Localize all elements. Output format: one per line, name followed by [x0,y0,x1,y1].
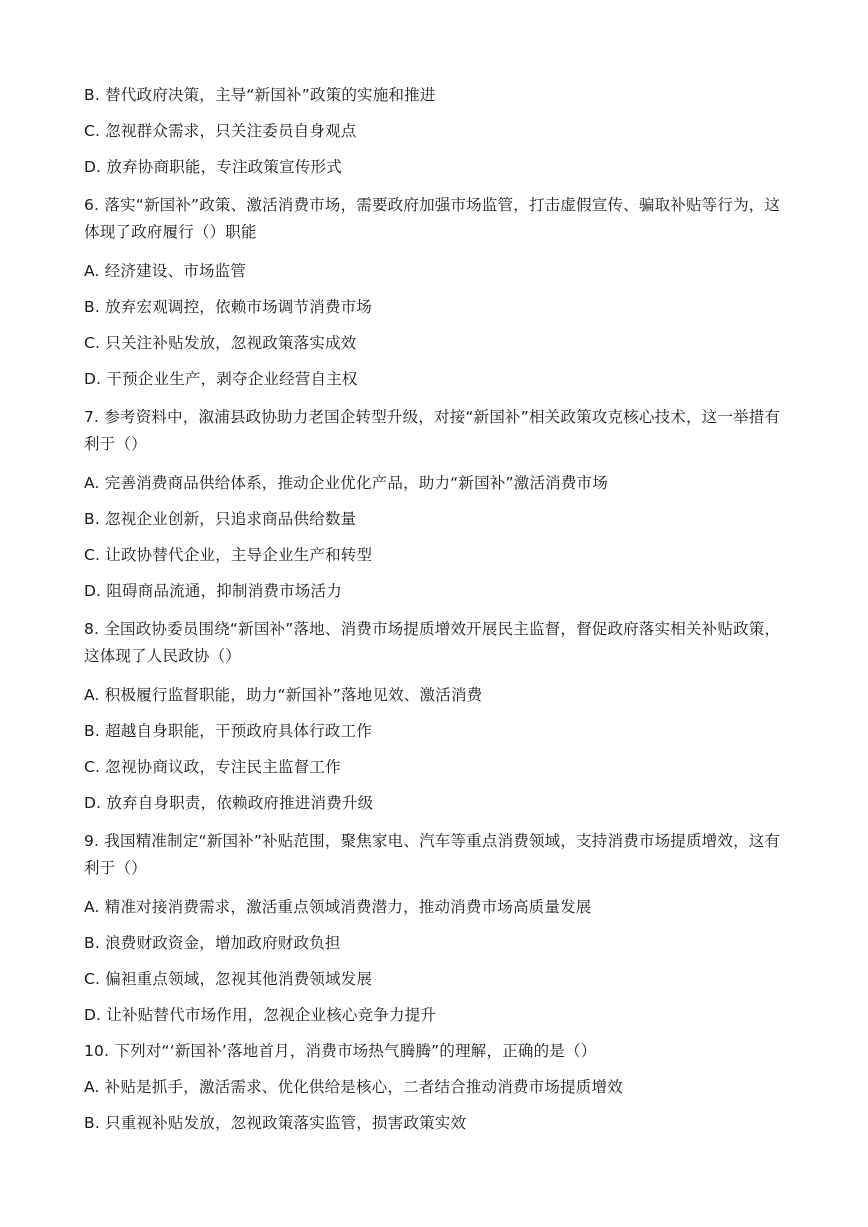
option-9a: A. 精准对接消费需求，激活重点领域消费潜力，推动消费市场高质量发展 [84,898,592,916]
question-8 [84,616,784,670]
question-10: 10. 下列对“‘新国补’落地首月，消费市场热气腾腾”的理解，正确的是（） [84,1042,597,1060]
option-6b: B. 放弃宏观调控，依赖市场调节消费市场 [84,298,372,316]
option-7a: A. 完善消费商品供给体系，推动企业优化产品，助力“新国补”激活消费市场 [84,474,608,492]
question-7 [84,404,784,458]
question-9 [84,828,784,882]
question-8-text: 8. 全国政协委员围绕“新国补”落地、消费市场提质增效开展民主监督，督促政府落实相关补贴政策，这体现了人民政协（） [84,620,781,665]
option-8d: D. 放弃自身职责，依赖政府推进消费升级 [84,794,374,812]
option-6d: D. 干预企业生产，剥夺企业经营自主权 [84,370,358,388]
option-7d: D. 阻碍商品流通，抑制消费市场活力 [84,582,342,600]
question-6-text: 6. 落实“新国补”政策、激活消费市场，需要政府加强市场监管，打击虚假宣传、骗取补贴等行为，这体现了政府履行（）职能 [84,196,781,241]
option-7b: B. 忽视企业创新，只追求商品供给数量 [84,510,357,528]
option-5b: B. 替代政府决策，主导“新国补”政策的实施和推进 [84,86,436,104]
option-10a: A. 补贴是抓手，激活需求、优化供给是核心，二者结合推动消费市场提质增效 [84,1078,623,1096]
question-6 [84,192,784,246]
option-10b: B. 只重视补贴发放，忽视政策落实监管，损害政策实效 [84,1114,467,1132]
option-9b: B. 浪费财政资金，增加政府财政负担 [84,934,341,952]
question-9-text: 9. 我国精准制定“新国补”补贴范围，聚焦家电、汽车等重点消费领域，支持消费市场提质增效，这有利于（） [84,832,781,877]
option-9d: D. 让补贴替代市场作用，忽视企业核心竞争力提升 [84,1006,437,1024]
option-6c: C. 只关注补贴发放，忽视政策落实成效 [84,334,357,352]
option-7c: C. 让政协替代企业，主导企业生产和转型 [84,546,373,564]
option-5d: D. 放弃协商职能，专注政策宣传形式 [84,158,342,176]
option-8c: C. 忽视协商议政，专注民主监督工作 [84,758,341,776]
option-9c: C. 偏袒重点领域，忽视其他消费领域发展 [84,970,373,988]
option-5c: C. 忽视群众需求，只关注委员自身观点 [84,122,357,140]
question-7-text: 7. 参考资料中，溆浦县政协助力老国企转型升级，对接“新国补”相关政策攻克核心技术，这一举措有利于（） [84,408,781,453]
option-6a: A. 经济建设、市场监管 [84,262,247,280]
option-8b: B. 超越自身职能，干预政府具体行政工作 [84,722,372,740]
option-8a: A. 积极履行监督职能，助力“新国补”落地见效、激活消费 [84,686,483,704]
